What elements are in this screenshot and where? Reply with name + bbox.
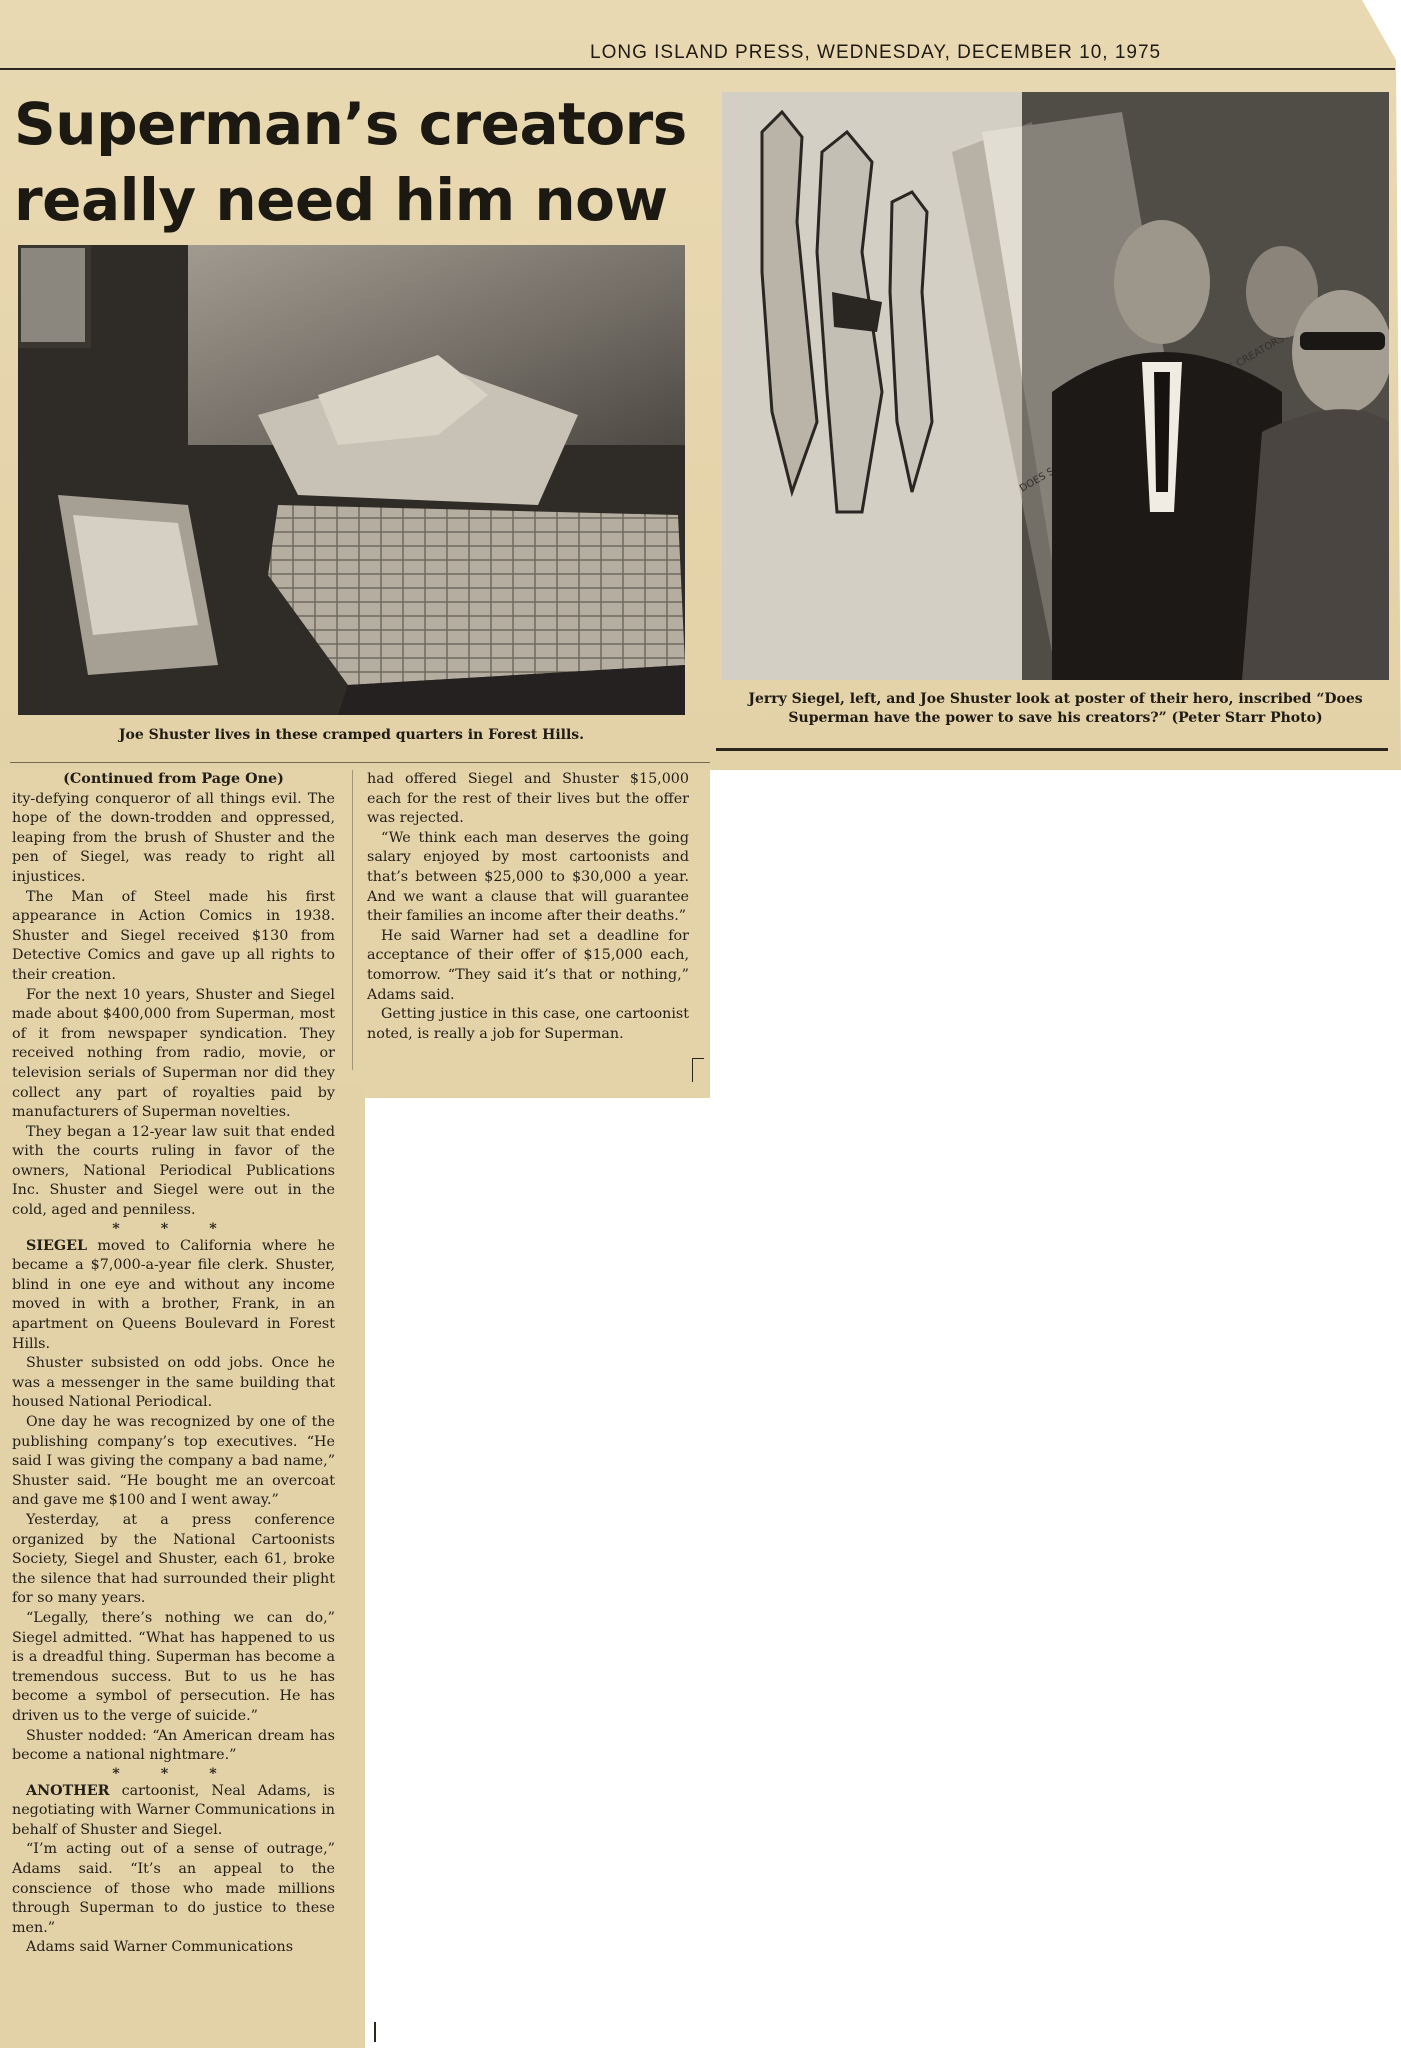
article-column-left: [12, 770, 335, 1958]
continuation-mark: [692, 1058, 704, 1059]
caption-right-photo: Jerry Siegel, left, and Joe Shuster look at poster of their hero, inscribed “Does Superman have the power to save his creators?” (Peter Starr Photo): [748, 691, 1363, 726]
paragraph: ity-defying conqueror of all things evil. The hope of the down-trodden and oppressed, leaping from the brush of Shuster and the pen of Siegel, was ready to right all injustices.: [12, 790, 335, 885]
paragraph: “Legally, there’s nothing we can do,” Siegel admitted. “What has happened to us is a dreadful thing. Superman has become a tremendous success. But to us he has become a symbol of persecution. He has driven us to the verge of suicide.”: [12, 1609, 335, 1724]
paragraph: had offered Siegel and Shuster $15,000 each for the rest of their lives but the offer was rejected.: [367, 771, 689, 827]
paragraph-text: moved to California where he became a $7,000-a-year file clerk. Shuster, blind in one eye and without any income moved in with a brother, Frank, in an apartment on Queens Boulevard in Forest Hills.: [12, 1237, 335, 1352]
paragraph: They began a 12-year law suit that ended with the courts ruling in favor of the owners, National Periodical Publications Inc. Shuster and Siegel were out in the cold, aged and penniless.: [12, 1123, 335, 1219]
photo-cramped-room: [18, 245, 685, 715]
photo-section-rule: [716, 748, 1388, 751]
column-end-mark: [374, 2022, 376, 2042]
paragraph: For the next 10 years, Shuster and Siegel made about $400,000 from Superman, most of it from newspaper syndication. They received nothing from radio, movie, or television serials of Superman nor did they collect any part of royalties paid by manufacturers of Superman novelties.: [12, 986, 335, 1121]
paragraph-text: cartoonist, Neal Adams, is negotiating with Warner Communications in behalf of Shuster and Siegel.: [12, 1782, 335, 1838]
lead-word: SIEGEL: [26, 1237, 88, 1254]
column-top-rule: [10, 762, 710, 763]
headline-line-1: Superman’s creators: [14, 90, 687, 158]
poster-photo-illustration: [722, 92, 1389, 680]
paragraph: One day he was recognized by one of the publishing company’s top executives. “He said I was giving the company a bad name,” Shuster said. “He bought me an overcoat and gave me $100 and I went away.”: [12, 1414, 335, 1509]
paragraph: “I’m acting out of a sense of outrage,” Adams said. “It’s an appeal to the conscience of those who made millions through Superman to do justice to these men.”: [12, 1841, 335, 1936]
continuation-mark-vertical: [692, 1058, 693, 1082]
paragraph: Adams said Warner Communications: [26, 1939, 294, 1956]
paragraph: Getting justice in this case, one cartoonist noted, is really a job for Superman.: [367, 1006, 689, 1042]
paragraph: Shuster nodded: “An American dream has become a national nightmare.”: [12, 1727, 335, 1764]
paragraph: [12, 1237, 335, 1355]
masthead-rule: [0, 68, 1395, 70]
section-break: * * *: [112, 1220, 235, 1237]
paragraph: The Man of Steel made his first appearance in Action Comics in 1938. Shuster and Siegel received $130 from Detective Comics and gave up all rights to their creation.: [12, 888, 335, 983]
paragraph: [12, 1782, 335, 1841]
room-photo-illustration: [18, 245, 685, 715]
section-break: * * *: [112, 1765, 235, 1782]
photo-siegel-shuster-poster: [722, 92, 1389, 680]
paragraph: Shuster subsisted on odd jobs. Once he was a messenger in the same building that housed National Periodical.: [12, 1355, 335, 1411]
paragraph: Yesterday, at a press conference organized by the National Cartoonists Society, Siegel and Shuster, each 61, broke the silence that had surrounded their plight for so many years.: [12, 1511, 335, 1607]
headline-line-2: really need him now: [14, 166, 668, 234]
lead-word: ANOTHER: [26, 1782, 110, 1799]
continued-notice: (Continued from Page One): [63, 771, 284, 787]
article-column-right: [367, 770, 689, 1044]
headline: [14, 86, 687, 238]
masthead: LONG ISLAND PRESS, WEDNESDAY, DECEMBER 10, 1975: [590, 42, 1162, 63]
caption-left-photo: Joe Shuster lives in these cramped quarters in Forest Hills.: [118, 727, 585, 743]
column-divider: [352, 770, 353, 1070]
paragraph: He said Warner had set a deadline for acceptance of their offer of $15,000 each, tomorrow. “They said it’s that or nothing,” Adams said.: [367, 927, 689, 1003]
paragraph: “We think each man deserves the going salary enjoyed by most cartoonists and that’s between $25,000 to $30,000 a year. And we want a clause that will guarantee their families an income after their deaths.”: [367, 829, 689, 925]
